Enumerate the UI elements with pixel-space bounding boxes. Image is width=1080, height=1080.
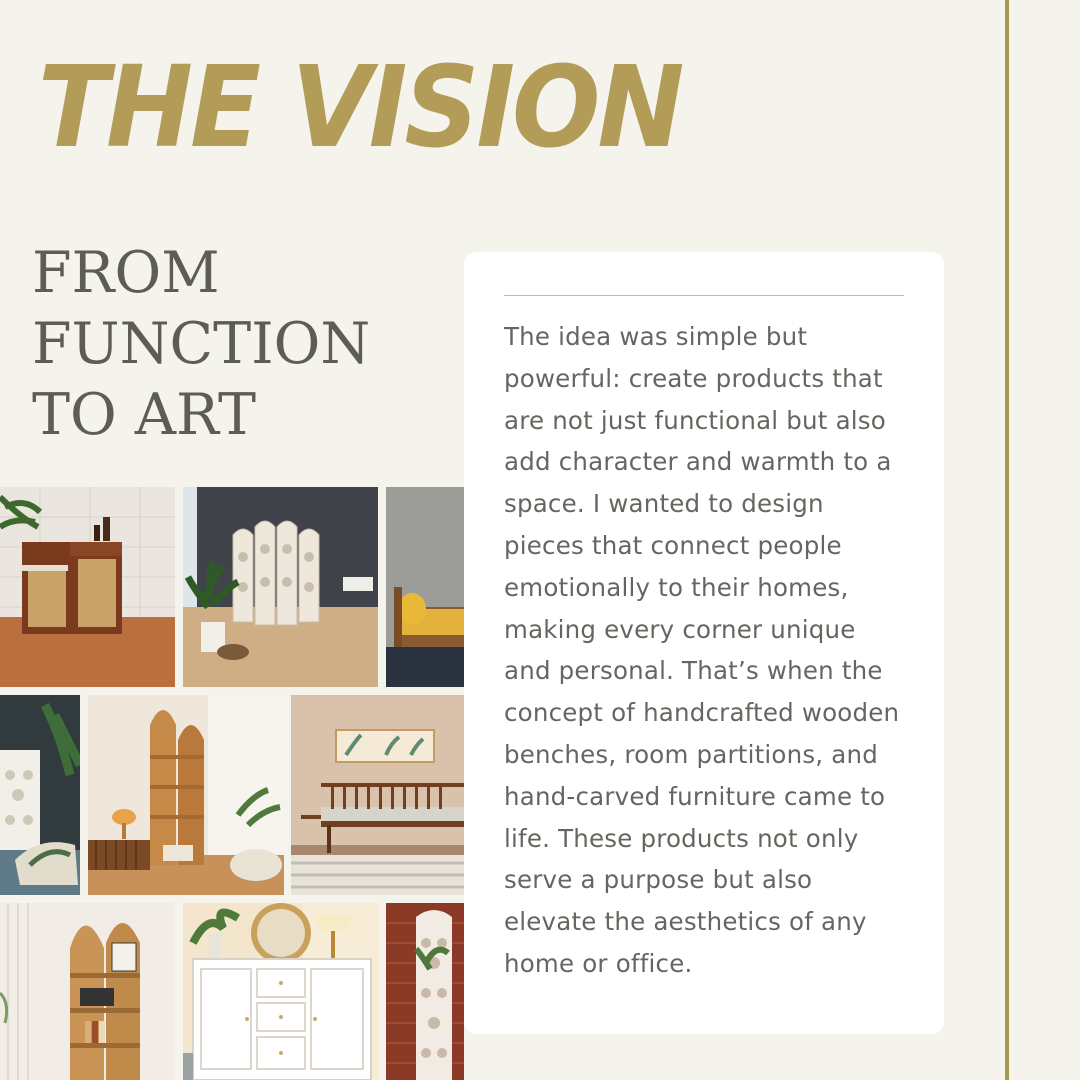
card-divider [504, 295, 904, 296]
photo-wooden-bench-icon [291, 695, 464, 895]
card-body-text: The idea was simple but powerful: create products that are not just functional but also add character and warmth to a space. I wanted to design pieces that connect people emotionally to their homes, making every corner unique and personal. That’s when the concept of handcrafted wooden benches, room partitions, and hand-carved furniture came to life. These products not only serve a purpose but also elevate the aesthetics of any home or office. [504, 322, 900, 978]
photo-arched-corner-shelf-icon [88, 695, 284, 895]
section-subtitle: FROM FUNCTION TO ART [32, 240, 371, 448]
photo-yellow-daybed-icon [386, 487, 464, 687]
photo-white-carved-partition-icon [183, 487, 378, 687]
photo-white-sideboard-icon [183, 903, 379, 1080]
text-card [464, 252, 944, 1034]
photo-rattan-shelf-icon [0, 903, 175, 1080]
photo-rattan-cabinet-icon [0, 487, 175, 687]
page-title: THE VISION [38, 41, 682, 173]
vertical-divider [1005, 0, 1009, 1080]
photo-carved-cabinet-icon [0, 695, 80, 895]
